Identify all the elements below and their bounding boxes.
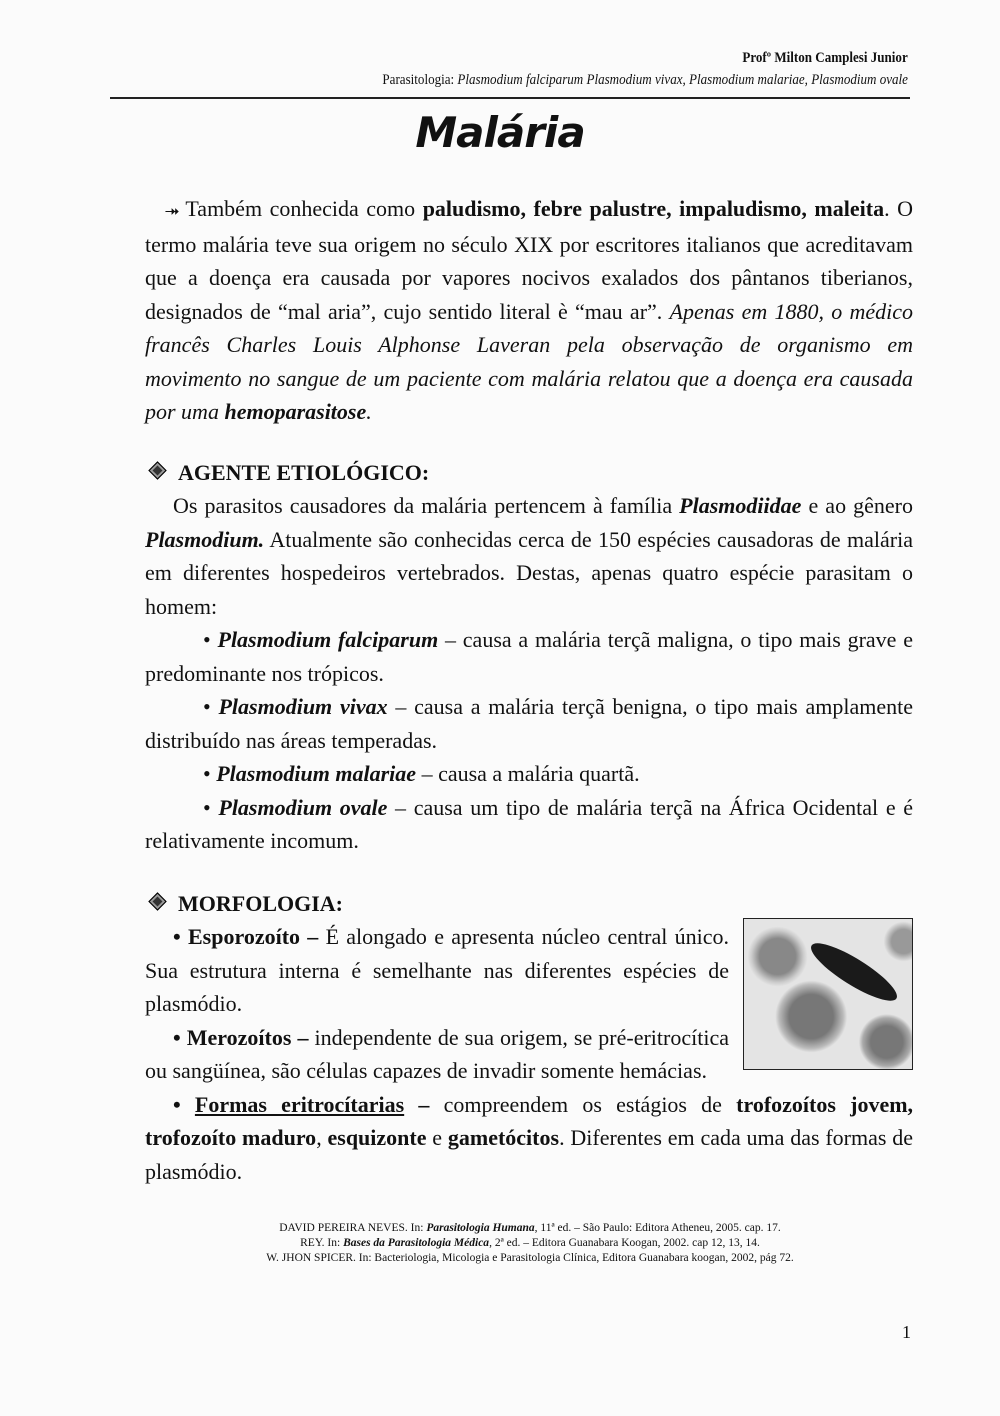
text-segment: e	[426, 1125, 448, 1150]
diamond-bullet-icon	[148, 461, 166, 479]
text-segment: , 2ª ed. – Editora Guanabara Koogan, 2002. cap 12, 13, 14.	[489, 1237, 760, 1249]
text-segment: Plasmodium.	[145, 526, 265, 552]
text-segment: • Merozoítos –	[173, 1024, 315, 1050]
text-segment: REY. In:	[300, 1237, 344, 1249]
text-segment: Apenas em 1880, o médico francês Charles Louis Alphonse Laveran pela observação de organismo em movimento no sangue de um paciente com malária relatou que a doença era causada por uma	[145, 298, 914, 424]
text-segment: – causa a malária terçã maligna, o tipo mais grave e predominante nos trópicos.	[145, 627, 913, 686]
text-segment: Plasmodiidae	[679, 493, 802, 518]
morphology-item	[145, 1088, 913, 1189]
species-item	[145, 623, 913, 690]
gametocyte-shape	[805, 934, 904, 1009]
plasmodium-micrograph-image	[743, 918, 913, 1070]
text-segment: É alongado e apresenta núcleo central único. Sua estrutura interna é semelhante nas diferentes espécies de plasmódio.	[145, 924, 729, 1016]
diamond-bullet-icon	[148, 892, 166, 910]
species-item	[145, 791, 913, 858]
text-segment: DAVID PEREIRA NEVES. In:	[279, 1222, 427, 1234]
text-segment: Plasmodium falciparum	[217, 627, 439, 652]
text-segment: independente de sua origem, se pré-eritrocítica ou sangüínea, são células capazes de invadir somente hemácias.	[145, 1024, 729, 1083]
text-segment: . O termo malária teve sua origem no século XIX por escritores italianos que acreditavam que a doença era causada por vapores nocivos exalados dos pântanos tiberianos, designados de “mal aria”, cujo sentido literal è “mau ar”.	[145, 196, 913, 324]
text-segment: Plasmodium ovale	[218, 794, 388, 820]
text-segment: compreendem os estágios de	[443, 1091, 737, 1117]
page-number: 1	[902, 1322, 911, 1342]
page-title: Malária	[415, 108, 585, 157]
text-segment: , 11ª ed. – São Paulo: Editora Atheneu, 2005. cap. 17.	[534, 1222, 781, 1234]
text-segment: Parasitologia Humana	[426, 1222, 535, 1234]
text-segment: hemoparasitose	[224, 399, 367, 424]
text-segment: Plasmodium malariae	[216, 761, 417, 786]
text-segment: ,	[316, 1125, 328, 1150]
reference-item	[0, 1236, 1000, 1251]
header-rule	[110, 97, 910, 99]
references	[0, 1221, 1000, 1266]
text-segment: •	[203, 627, 218, 652]
reference-item	[0, 1251, 1000, 1266]
text-segment: gametócitos	[447, 1125, 560, 1150]
subject-label: Parasitologia:	[382, 72, 458, 88]
text-segment: •	[203, 694, 219, 719]
text-segment: –	[404, 1091, 444, 1117]
section-heading-agente	[145, 456, 913, 490]
agente-paragraph	[145, 489, 913, 623]
text-segment: • Esporozoíto –	[173, 924, 326, 949]
text-segment: esquizonte	[327, 1125, 427, 1150]
header-author: Profº Milton Camplesi Junior	[742, 50, 908, 66]
text-segment: e ao gênero	[801, 493, 914, 518]
reference-item	[0, 1221, 1000, 1236]
arrow-bullet-icon: ⯮	[165, 200, 180, 220]
text-segment: Bases da Parasitologia Médica	[343, 1237, 490, 1249]
text-segment: paludismo, febre palustre, impaludismo, maleita	[422, 196, 885, 221]
heading-text: AGENTE ETIOLÓGICO:	[178, 459, 430, 485]
text-segment: •	[203, 794, 219, 820]
text-segment: – causa a malária terçã benigna, o tipo mais amplamente distribuído nas áreas temperadas.	[145, 694, 914, 753]
text-segment: W. JHON SPICER. In: Bacteriologia, Micologia e Parasitologia Clínica, Editora Guanabara koogan, 2002, pág 72.	[266, 1252, 794, 1264]
section-heading-morfologia	[145, 887, 913, 921]
text-segment: trofozoítos jovem, trofozoíto maduro	[145, 1091, 914, 1150]
intro-paragraph	[145, 192, 913, 429]
species-item	[145, 690, 913, 757]
text-segment: Plasmodium vivax	[218, 694, 388, 719]
species-item	[145, 757, 913, 791]
text-segment: – causa um tipo de malária terçã na África Ocidental e é relativamente incomum.	[145, 794, 914, 853]
text-segment: – causa a malária quartã.	[416, 761, 640, 786]
document-body	[145, 192, 913, 1188]
text-segment: Atualmente são conhecidas cerca de 150 espécies causadoras de malária em diferentes hospedeiros vertebrados. Destas, apenas quatro espécie parasitam o homem:	[145, 526, 913, 619]
text-segment: .	[366, 399, 372, 424]
text-segment: •	[203, 761, 217, 786]
text-segment: Os parasitos causadores da malária pertencem à família	[173, 493, 680, 518]
header-subject	[382, 72, 908, 89]
subject-species: Plasmodium falciparum Plasmodium vivax, Plasmodium malariae, Plasmodium ovale	[457, 72, 908, 88]
text-segment: Também conhecida como	[185, 196, 423, 221]
text-segment: •	[173, 1091, 195, 1117]
text-segment: . Diferentes em cada uma das formas de plasmódio.	[145, 1125, 914, 1184]
text-segment: Formas eritrocítarias	[194, 1091, 405, 1117]
heading-text: MORFOLOGIA:	[178, 890, 343, 916]
